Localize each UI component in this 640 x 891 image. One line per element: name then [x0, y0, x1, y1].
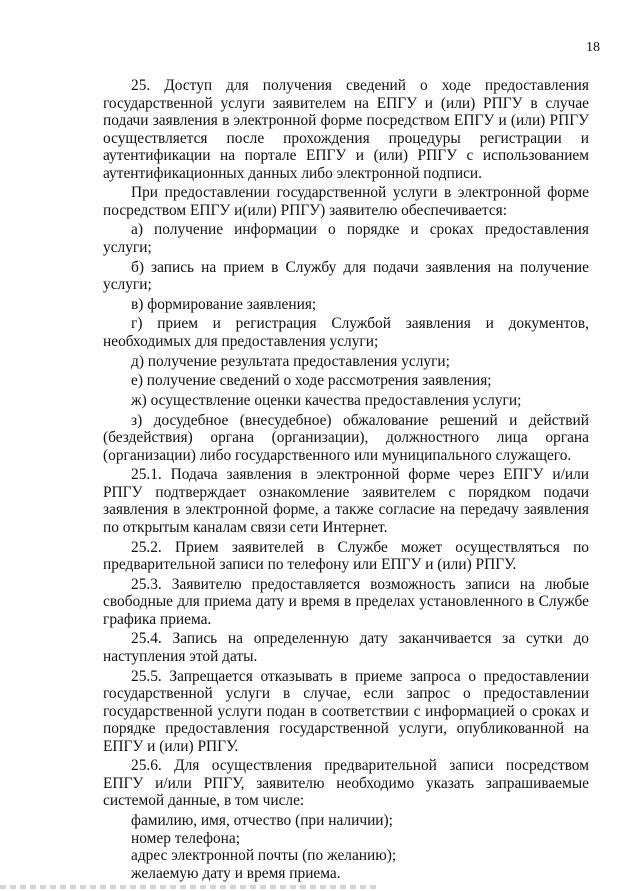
list-item-z: з) досудебное (внесудебное) обжалование решений и действий (бездействия) органа (организации), должностного лица органа (организации) либо государственного или муниципального служащего. [103, 411, 589, 464]
scan-artifact-line [0, 885, 380, 889]
page-number: 18 [586, 40, 600, 55]
document-body [103, 77, 589, 882]
list-item-e: е) получение сведений о ходе рассмотрения заявления; [131, 372, 492, 390]
subsection-25-5: 25.5. Запрещается отказывать в приеме запроса о предоставлении государственной услуги в случае, если запрос о предоставлении государственной услуги подан в соответствии с информацией о сроках и порядке предоставления государственной услуги, опубликованной на ЕПГУ и (или) РПГУ. [103, 667, 589, 755]
list-item: фамилию, имя, отчество (при наличии); [131, 812, 393, 829]
list-item-g: г) прием и регистрация Службой заявления и документов, необходимых для предоставления услуги; [103, 315, 589, 350]
list-item: адрес электронной почты (по желанию); [131, 847, 397, 864]
list-item: желаемую дату и время приема. [131, 864, 341, 882]
subsection-25-3: 25.3. Заявителю предоставляется возможность записи на любые свободные для приема дату и время в пределах установленного в Службе графика приема. [103, 575, 589, 628]
required-data-list [103, 812, 589, 882]
list-item-d: д) получение результата предоставления услуги; [131, 352, 450, 370]
subsection-25-2: 25.2. Прием заявителей в Службе может осуществляться по предварительной записи по телефону или ЕПГУ и (или) РПГУ. [103, 538, 589, 574]
subsection-25-6: 25.6. Для осуществления предварительной записи посредством ЕПГУ и/или РПГУ, заявителю необходимо указать запрашиваемые системой данные, в том числе: [103, 757, 589, 810]
list-item-zh: ж) осуществление оценки качества предоставления услуги; [131, 392, 522, 409]
subsection-25-1: 25.1. Подача заявления в электронной форме через ЕПГУ и/или РПГУ подтверждает ознакомление заявителем с порядком подачи заявления в электронной форме, а также согласие на передачу заявления по открытым каналам связи сети Интернет. [103, 466, 589, 536]
list-item-v: в) формирование заявления; [131, 295, 317, 313]
list-item-a: а) получение информации о порядке и сроках предоставления услуги; [103, 221, 589, 256]
paragraph-intro-list: При предоставлении государственной услуги в электронной форме посредством ЕПГУ и(или) РПГУ) заявителю обеспечивается: [103, 184, 589, 219]
list-item: номер телефона; [131, 829, 241, 847]
subsection-25-4: 25.4. Запись на определенную дату заканчивается за сутки до наступления этой даты. [103, 630, 589, 665]
paragraph-25: 25. Доступ для получения сведений о ходе предоставления государственной услуги заявителем на ЕПГУ и (или) РПГУ в случае подачи заявления в электронной форме посредством ЕПГУ и (или) РПГУ осуществляется после прохождения процедуры регистрации и аутентификации на портале ЕПГУ и (или) РПГУ с использованием аутентификационных данных либо электронной подписи. [103, 77, 589, 182]
list-item-b: б) запись на прием в Службу для подачи заявления на получение услуги; [103, 258, 589, 294]
